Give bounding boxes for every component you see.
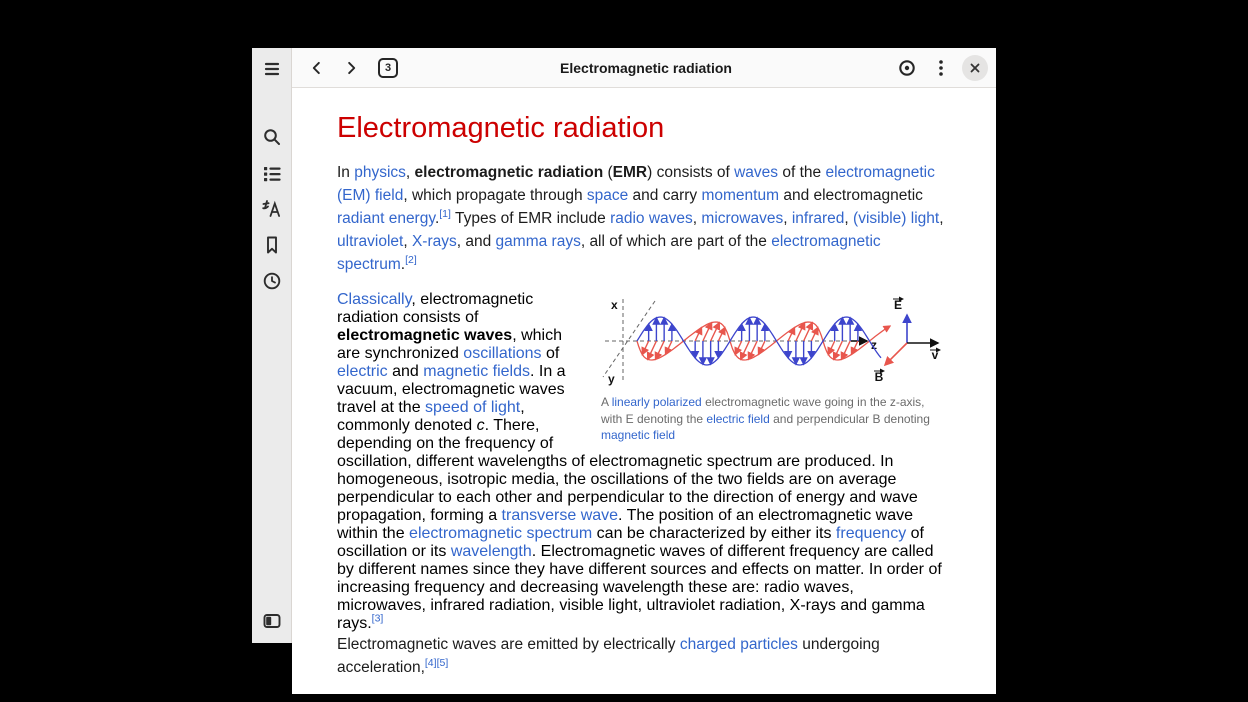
article-link[interactable]: X-rays <box>411 233 457 250</box>
sidebar-toggle-button[interactable] <box>259 608 285 634</box>
app-window <box>252 48 996 676</box>
headerbar <box>292 48 996 88</box>
svg-text:B: B <box>874 370 884 384</box>
sidebar-toggle-icon <box>260 609 284 633</box>
tab-count: 3 <box>384 61 392 74</box>
reference-link[interactable]: [1] <box>439 207 451 220</box>
article-link[interactable]: Classically <box>337 291 412 308</box>
sidebar-tools <box>259 124 285 294</box>
back-button[interactable] <box>304 55 330 81</box>
sidebar <box>252 48 292 643</box>
article-link[interactable]: infrared <box>791 210 845 227</box>
toc-list-icon <box>260 161 284 185</box>
search-button[interactable] <box>259 124 285 150</box>
hamburger-icon <box>260 57 284 81</box>
bookmark-icon <box>260 233 284 257</box>
forward-button[interactable] <box>338 55 364 81</box>
article-link[interactable]: charged particles <box>679 636 798 653</box>
close-icon <box>964 57 986 79</box>
bookmarks-button[interactable] <box>259 232 285 258</box>
article-link[interactable]: electromagnetic spectrum <box>337 233 881 273</box>
article-link[interactable]: magnetic field <box>601 428 676 442</box>
close-button[interactable] <box>962 55 988 81</box>
main-menu-button[interactable] <box>259 56 285 82</box>
article-link[interactable]: electromagnetic (EM) field <box>337 164 935 204</box>
article-title: Electromagnetic radiation <box>337 112 665 144</box>
clock-icon <box>260 269 284 293</box>
toc-button[interactable] <box>259 160 285 186</box>
reference-link[interactable]: [5] <box>436 656 449 669</box>
article-paragraph: In physics, electromagnetic radiation (EMR) consists of waves of the electromagnetic (EM) field, which propagate through space and carry momentum and electromagnetic radiant energy.[1] Types of EMR include radio waves, microwaves, infrared, (visible) light, ultraviolet, X-rays, and gamma rays, all of which are part of the electromagnetic spectrum.[2] <box>337 164 944 273</box>
article-scroll-area[interactable]: Electromagnetic radiation In physics, electromagnetic radiation (EMR) consists of waves of the electromagnetic (EM) field, which propagate through space and carry momentum and electromagnetic radiant energy.[1] Types of EMR include radio waves, microwaves, infrared, (visible) light, ultraviolet, X-rays, and gamma rays, all of which are part of the electromagnetic spectrum.[2] x y z E v B A linearly polarized electromagnetic wave going in the z-axis, with E denoting the electric field and perpendicular B denoting magnetic field Classically, electromagnetic radiation consists of electromagnetic waves, which are synchronized oscillations of electric and magnetic fields. In a vacuum, electromagnetic waves travel at the speed of light, commonly denoted c. There, depending on the frequency of oscillation, different wavelengths of electromagnetic spectrum are produced. In homogeneous, isotropic media, the oscillations of the two fields are on average perpendicular to each other and perpendicular to the direction of energy and wave propagation, forming a transverse wave. The position of an electromagnetic wave within the electromagnetic spectrum can be characterized by either its frequency of oscillation or its wavelength. Electromagnetic waves of different frequency are called by different names since they have different sources and effects on matter. In order of increasing frequency and decreasing wavelength these are: radio waves, microwaves, infrared radiation, visible light, ultraviolet radiation, X-rays and gamma rays.[3] Electromagnetic waves are emitted by electrically charged particles undergoing acceleration,[4][5] <box>292 88 996 694</box>
svg-text:v: v <box>931 348 939 362</box>
language-icon <box>260 197 284 221</box>
eye-icon <box>895 56 919 80</box>
reference-link[interactable]: [4] <box>424 656 437 669</box>
chevron-right-icon <box>340 57 362 79</box>
article-link[interactable]: waves <box>734 164 779 181</box>
figure-caption: A linearly polarized electromagnetic wave going in the z-axis, with E denoting the electric field and perpendicular B denoting magnetic field <box>601 395 930 442</box>
headerbar-title: Electromagnetic radiation <box>560 59 732 76</box>
view-options-button[interactable] <box>894 55 920 81</box>
history-button[interactable] <box>259 268 285 294</box>
kebab-menu-icon <box>929 56 953 80</box>
article-link[interactable]: frequency <box>835 525 907 542</box>
article-link[interactable]: electric field <box>706 411 770 426</box>
svg-text:x: x <box>611 298 618 312</box>
article-link[interactable]: wavelength <box>450 543 532 560</box>
search-icon <box>260 125 284 149</box>
reference-link[interactable]: [3] <box>371 612 384 625</box>
article-link[interactable]: transverse wave <box>501 507 619 524</box>
menu-button[interactable] <box>928 55 954 81</box>
article-link[interactable]: oscillations <box>463 345 542 362</box>
article-link[interactable]: ultraviolet <box>337 233 404 250</box>
reference-link[interactable]: [2] <box>405 253 417 266</box>
article-link[interactable]: space <box>586 187 629 204</box>
tab-overview-button[interactable] <box>378 58 398 78</box>
article-link[interactable]: electromagnetic spectrum <box>409 525 593 542</box>
svg-text:z: z <box>871 338 877 352</box>
article-link[interactable]: physics <box>354 164 406 181</box>
article-link[interactable]: linearly polarized <box>611 395 702 409</box>
article-figure <box>601 293 946 444</box>
article-link[interactable]: radio waves <box>610 210 693 227</box>
article-link[interactable]: microwaves <box>701 210 784 227</box>
svg-text:E: E <box>893 298 903 312</box>
chevron-left-icon <box>306 57 328 79</box>
article-link[interactable]: magnetic fields <box>423 363 530 380</box>
article-link[interactable]: speed of light <box>425 399 521 416</box>
main-area <box>292 48 996 676</box>
article-link[interactable]: electric <box>337 363 388 380</box>
article-paragraph: Electromagnetic waves are emitted by electrically charged particles undergoing acceleration,[4][5] <box>337 636 880 676</box>
article-link[interactable]: gamma rays <box>495 233 581 250</box>
em-wave-diagram <box>601 293 946 385</box>
svg-text:y: y <box>608 372 615 386</box>
article-link[interactable]: momentum <box>701 187 780 204</box>
article-link[interactable]: radiant energy <box>337 210 435 227</box>
article-link[interactable]: (visible) light <box>853 210 940 227</box>
languages-button[interactable] <box>259 196 285 222</box>
